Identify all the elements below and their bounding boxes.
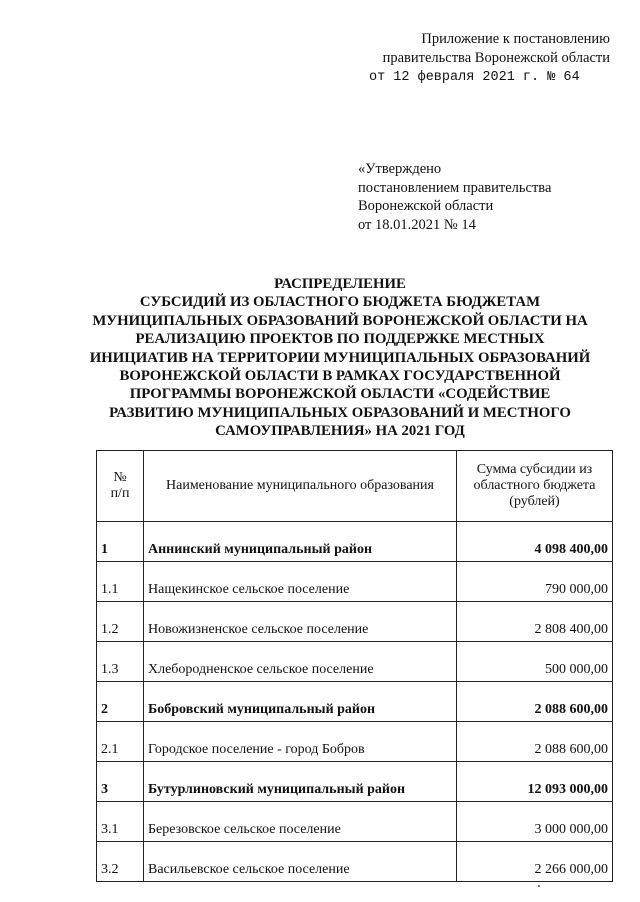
table-row <box>97 722 613 762</box>
row-num: 1.1 <box>97 562 144 602</box>
title-line-6: ВОРОНЕЖСКОЙ ОБЛАСТИ В РАМКАХ ГОСУДАРСТВЕННОЙ <box>119 368 561 385</box>
header-num <box>97 451 144 522</box>
table-row <box>97 562 613 602</box>
table-row <box>97 682 613 722</box>
row-num: 1 <box>97 522 144 562</box>
row-num: 3.1 <box>97 802 144 842</box>
row-amount: 3 000 000,00 <box>457 802 613 842</box>
row-amount: 2 088 600,00 <box>457 722 613 762</box>
title-line-7: ПРОГРАММЫ ВОРОНЕЖСКОЙ ОБЛАСТИ «СОДЕЙСТВИЕ <box>129 386 551 403</box>
approved-line-3: Воронежской области <box>358 198 494 214</box>
row-name: Бутурлиновский муниципальный район <box>144 762 457 802</box>
title-line-3: МУНИЦИПАЛЬНЫХ ОБРАЗОВАНИЙ ВОРОНЕЖСКОЙ ОБЛАСТИ НА <box>92 312 588 329</box>
appendix-line-3: от 12 февраля 2021 г. № 64 <box>369 70 580 85</box>
header-num-line-2: п/п <box>110 486 130 501</box>
header-name: Наименование муниципального образования <box>144 451 457 522</box>
header-amount-line-2: областного бюджета <box>473 478 596 493</box>
row-name: Городское поселение - город Бобров <box>144 722 457 762</box>
title-line-8: РАЗВИТИЮ МУНИЦИПАЛЬНЫХ ОБРАЗОВАНИЙ И МЕСТНОГО <box>109 404 571 421</box>
row-amount: 2 808 400,00 <box>457 602 613 642</box>
document-title <box>80 275 600 441</box>
row-amount: 2 266 000,00 <box>457 842 613 882</box>
appendix-block <box>340 30 610 87</box>
header-amount-line-1: Сумма субсидии из <box>476 462 593 477</box>
row-amount: 2 088 600,00 <box>457 682 613 722</box>
approved-line-4: от 18.01.2021 № 14 <box>358 216 476 233</box>
row-name: Аннинский муниципальный район <box>144 522 457 562</box>
appendix-line-1: Приложение к постановлению <box>421 31 610 47</box>
table-row <box>97 602 613 642</box>
header-amount-line-3: (рублей) <box>509 494 560 509</box>
row-name: Нащекинское сельское поселение <box>144 562 457 602</box>
row-amount: 12 093 000,00 <box>457 762 613 802</box>
table-header-row <box>97 451 613 522</box>
approved-block <box>358 160 618 234</box>
row-name: Березовское сельское поселение <box>144 802 457 842</box>
row-num: 2.1 <box>97 722 144 762</box>
header-amount <box>457 451 613 522</box>
row-name: Бобровский муниципальный район <box>144 682 457 722</box>
row-name: Новожизненское сельское поселение <box>144 602 457 642</box>
row-name: Хлебородненское сельское поселение <box>144 642 457 682</box>
row-num: 2 <box>97 682 144 722</box>
row-amount: 500 000,00 <box>457 642 613 682</box>
row-amount: 790 000,00 <box>457 562 613 602</box>
row-name: Васильевское сельское поселение <box>144 842 457 882</box>
scan-speck <box>538 885 540 887</box>
row-num: 1.2 <box>97 602 144 642</box>
title-line-4: РЕАЛИЗАЦИЮ ПРОЕКТОВ ПО ПОДДЕРЖКЕ МЕСТНЫХ <box>135 331 545 348</box>
approved-line-1: «Утверждено <box>358 161 442 177</box>
title-line-5: ИНИЦИАТИВ НА ТЕРРИТОРИИ МУНИЦИПАЛЬНЫХ ОБРАЗОВАНИЙ <box>89 349 591 366</box>
header-num-line-1: № <box>113 470 127 485</box>
subsidy-table <box>96 450 613 882</box>
row-num: 3 <box>97 762 144 802</box>
row-amount: 4 098 400,00 <box>457 522 613 562</box>
title-line-1: РАСПРЕДЕЛЕНИЕ <box>274 276 406 292</box>
table-row <box>97 802 613 842</box>
approved-line-2: постановлением правительства <box>358 179 552 196</box>
table-row <box>97 522 613 562</box>
row-num: 1.3 <box>97 642 144 682</box>
table-row <box>97 642 613 682</box>
title-line-2: СУБСИДИЙ ИЗ ОБЛАСТНОГО БЮДЖЕТА БЮДЖЕТАМ <box>139 294 541 311</box>
appendix-line-2: правительства Воронежской области <box>382 50 610 66</box>
table-row <box>97 842 613 882</box>
row-num: 3.2 <box>97 842 144 882</box>
title-line-9: САМОУПРАВЛЕНИЯ» НА 2021 ГОД <box>215 423 465 440</box>
table-row <box>97 762 613 802</box>
